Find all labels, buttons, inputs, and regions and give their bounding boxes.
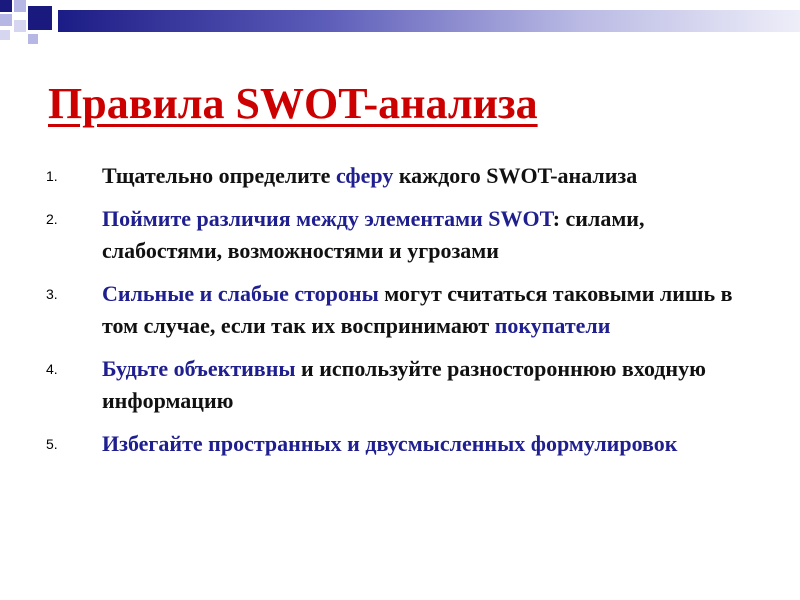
list-item xyxy=(46,278,746,342)
highlighted-text: Будьте объективны xyxy=(102,356,296,381)
list-item xyxy=(46,428,746,460)
square-decoration xyxy=(14,20,26,32)
list-item-number: 4. xyxy=(46,361,58,377)
list-item xyxy=(46,203,746,267)
list-item-number: 1. xyxy=(46,168,58,184)
square-decoration xyxy=(0,14,12,26)
highlighted-text: Поймите различия между элементами SWOT xyxy=(102,206,553,231)
square-decoration xyxy=(14,0,26,12)
square-decoration xyxy=(0,0,12,12)
square-decoration xyxy=(28,6,52,30)
highlighted-text: сферу xyxy=(335,163,394,188)
list-item xyxy=(46,353,746,417)
list-item-text xyxy=(102,353,746,417)
text-segment: каждого SWOT-анализа xyxy=(393,163,638,188)
list-item-text xyxy=(102,278,746,342)
list-item-number: 3. xyxy=(46,286,58,302)
highlighted-text: покупатели xyxy=(494,313,611,338)
text-segment: и используйте разностороннюю входную информацию xyxy=(102,356,706,413)
list-item-number: 5. xyxy=(46,436,58,452)
text-segment: могут считаться таковыми лишь в том случае, если так их воспринимают xyxy=(102,281,733,338)
list-item-number: 2. xyxy=(46,211,58,227)
list-item-text xyxy=(102,160,746,192)
highlighted-text: Сильные и слабые стороны xyxy=(102,281,379,306)
highlighted-text: Избегайте пространных и двусмысленных формулировок xyxy=(102,431,678,456)
rules-list xyxy=(46,160,746,471)
slide-title: Правила SWOT-анализа xyxy=(48,79,538,128)
header-gradient-bar xyxy=(58,10,800,32)
text-segment: : силами, слабостями, возможностями и угрозами xyxy=(102,206,645,263)
square-decoration xyxy=(28,34,38,44)
text-segment: Тщательно определите xyxy=(102,163,336,188)
square-decoration xyxy=(0,30,10,40)
list-item-text xyxy=(102,203,746,267)
list-item xyxy=(46,160,746,192)
list-item-text xyxy=(102,428,746,460)
